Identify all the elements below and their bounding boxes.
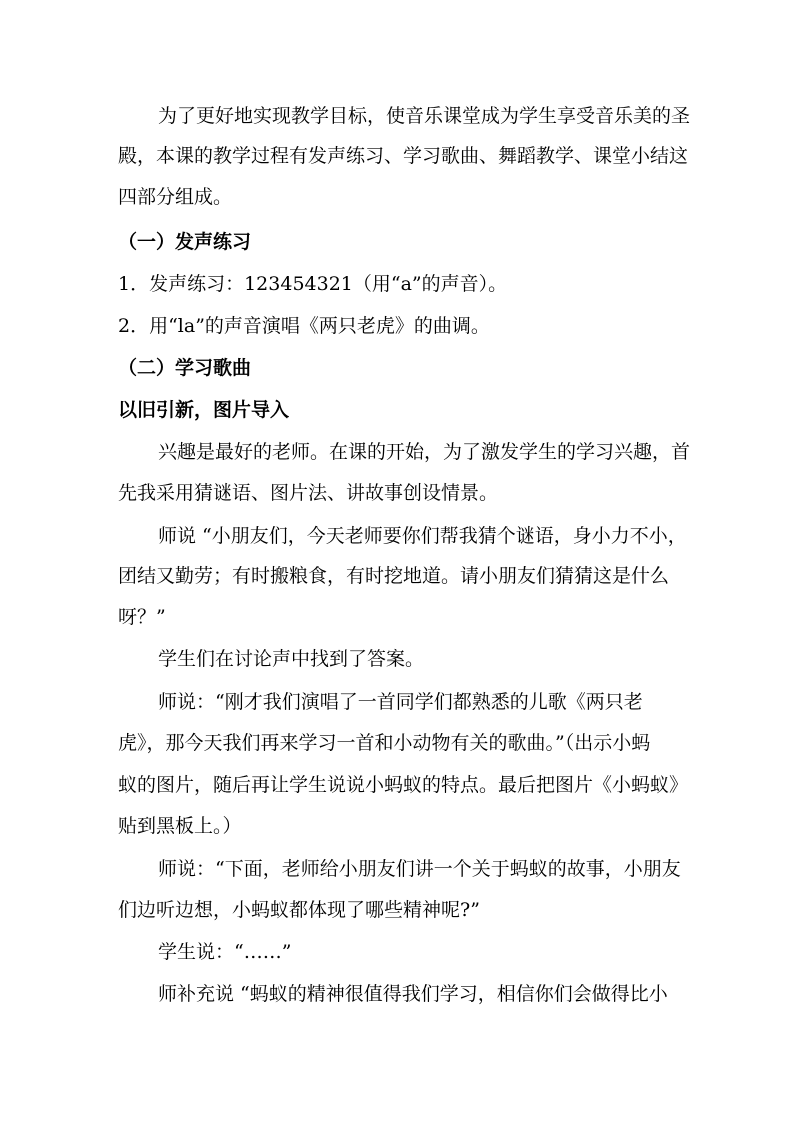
section-heading-1: （一）发声练习 <box>118 231 252 253</box>
subheading: 以旧引新，图片导入 <box>118 399 290 421</box>
section-heading-2: （二）学习歌曲 <box>118 357 252 379</box>
para-student-line-1: 学生说：“……” <box>158 941 292 963</box>
intro-line-2: 殿，本课的教学过程有发声练习、学习歌曲、舞蹈教学、课堂小结这 <box>118 145 689 167</box>
para-story-line-1: 师说：“下面，老师给小朋友们讲一个关于蚂蚁的故事，小朋友 <box>158 858 681 880</box>
para-story-line-2: 们边听边想，小蚂蚁都体现了哪些精神呢?” <box>118 899 480 921</box>
para-riddle-line-3: 呀？” <box>118 606 166 628</box>
list-item-1: 1．发声练习：123454321（用“a”的声音）。 <box>118 273 508 295</box>
para-song-line-3: 蚁的图片，随后再让学生说说小蚂蚁的特点。最后把图片《小蚂蚁》 <box>118 774 689 796</box>
para-supplement-line-1: 师补充说 “蚂蚁的精神很值得我们学习，相信你们会做得比小 <box>158 983 668 1005</box>
para-interest-line-2: 先我采用猜谜语、图片法、讲故事创设情景。 <box>118 482 499 504</box>
para-song-line-1: 师说：“刚才我们演唱了一首同学们都熟悉的儿歌《两只老 <box>158 691 643 713</box>
para-riddle-line-2: 团结又勤劳；有时搬粮食，有时挖地道。请小朋友们猜猜这是什么 <box>118 565 670 587</box>
para-riddle-line-1: 师说 “小朋友们，今天老师要你们帮我猜个谜语，身小力不小， <box>158 525 687 547</box>
intro-line-3: 四部分组成。 <box>118 186 233 208</box>
para-interest-line-1: 兴趣是最好的老师。在课的开始，为了激发学生的学习兴趣，首 <box>158 441 691 463</box>
intro-line-1: 为了更好地实现教学目标，使音乐课堂成为学生享受音乐美的圣 <box>158 105 691 127</box>
para-answer-line-1: 学生们在讨论声中找到了答案。 <box>158 648 425 670</box>
list-item-2: 2．用“la”的声音演唱《两只老虎》的曲调。 <box>118 315 490 337</box>
para-song-line-2: 虎》，那今天我们再来学习一首和小动物有关的歌曲。”（出示小蚂 <box>118 732 651 754</box>
para-song-line-4: 贴到黑板上。） <box>118 815 242 837</box>
